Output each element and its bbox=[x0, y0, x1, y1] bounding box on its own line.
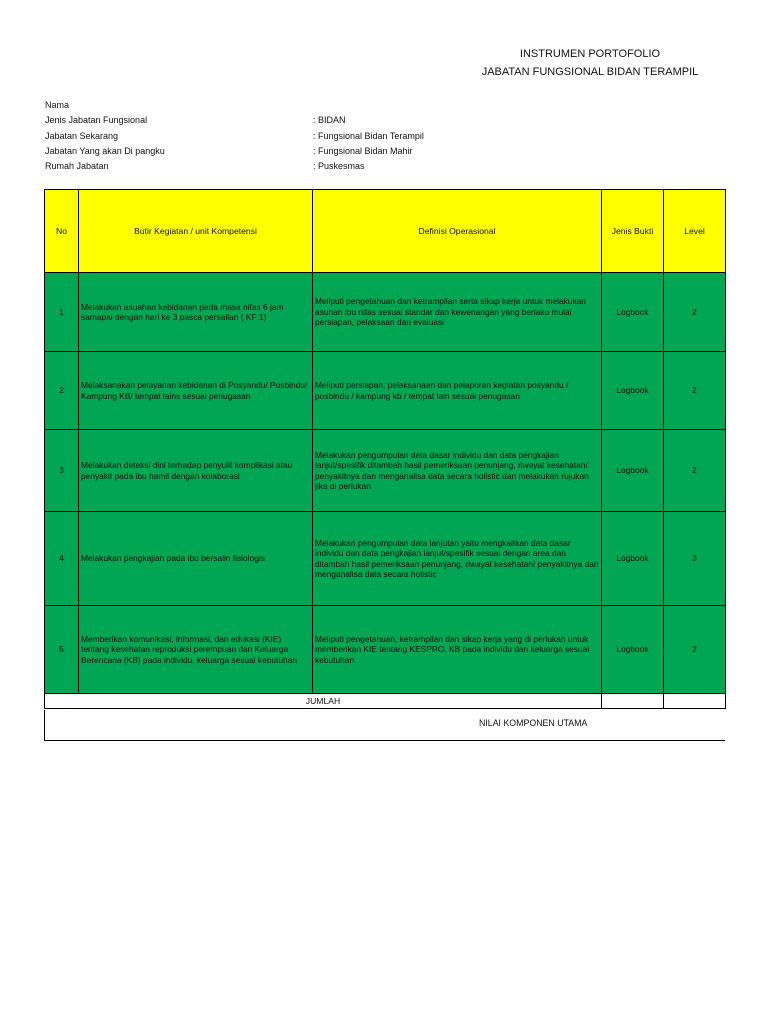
info-row-jenis-jabatan bbox=[45, 113, 424, 128]
info-label: Nama bbox=[45, 100, 70, 110]
table-row bbox=[45, 430, 726, 512]
table-row bbox=[45, 352, 726, 430]
cell-definisi: Melakukan pengumpulan data lanjutan yaitu mengkaitkan data dasar individu dan data pengkajian lanjut/spesifik sesuai dengan area dan ditambah hasil pemeriksaan penunjang, riwayat kesehatan/ penyakitnya dan menganalisa data secara holistic bbox=[313, 512, 602, 606]
column-header-no: No bbox=[45, 190, 79, 273]
jumlah-row bbox=[45, 694, 726, 709]
jumlah-level-cell bbox=[664, 694, 726, 709]
nilai-komponen-label: NILAI KOMPONEN UTAMA bbox=[479, 718, 588, 728]
cell-butir: Melaksanakan pelayanan kebidanan di Posyandu/ Posbindu/ Kampung KB/ tempat lains sesuai penugasan bbox=[79, 352, 313, 430]
cell-definisi: Melakukan pengumpulan data dasar individu dan data pengkajian lanjut/spesifik ditambah hasil pemeriksaan penunjang, riwayat kesehatan/ penyakitnya dan menganalisa data secara holistic dan melakukan rujukan jika di perlukan bbox=[313, 430, 602, 512]
table-row bbox=[45, 606, 726, 694]
identity-info bbox=[45, 98, 424, 174]
info-label: Jabatan Sekarang bbox=[45, 130, 119, 141]
cell-no: 4 bbox=[45, 512, 79, 606]
info-label: Jabatan Yang akan Di pangku bbox=[45, 145, 165, 156]
info-value: : Fungsional Bidan Mahir bbox=[313, 145, 413, 156]
cell-no: 1 bbox=[45, 273, 79, 352]
document-subtitle: JABATAN FUNGSIONAL BIDAN TERAMPIL bbox=[481, 66, 699, 78]
cell-no: 2 bbox=[45, 352, 79, 430]
cell-butir: Melakukan pengkajian pada ibu bersalin fisiologis bbox=[79, 512, 313, 606]
cell-level: 2 bbox=[664, 430, 726, 512]
info-value: : BIDAN bbox=[313, 115, 346, 126]
cell-definisi: Meliputi persiapan, pelaksanaan dan pelaporan kegiatan posyandu / posbindu / kampung kb / tempat lain sesuai penugasan bbox=[313, 352, 602, 430]
info-label: Jenis Jabatan Fungsional bbox=[45, 115, 148, 126]
cell-bukti: Logbook bbox=[602, 352, 664, 430]
info-row-jabatan-dipangku bbox=[45, 144, 424, 159]
cell-bukti: Logbook bbox=[602, 606, 664, 694]
table-row bbox=[45, 512, 726, 606]
info-value: : Puskesmas bbox=[313, 161, 365, 172]
cell-butir: Memberikan komunikasi, informasi, dan edukasi (KIE) tentang kesehatan reproduksi perempuan dan Keluarga Berencana (KB) pada individu, keluarga sesuai kebutuhan bbox=[79, 606, 313, 694]
info-label: Rumah Jabatan bbox=[45, 161, 109, 172]
jumlah-bukti-cell bbox=[602, 694, 664, 709]
cell-level: 2 bbox=[664, 606, 726, 694]
cell-definisi: Meliputi pengetahuan, ketrampilan dan sikap kerja yang di perlukan untuk memberikan KIE tentang KESPRO, KB pada individu dan keluarga sesuai kebutuhan bbox=[313, 606, 602, 694]
cell-bukti: Logbook bbox=[602, 512, 664, 606]
portfolio-table bbox=[44, 189, 726, 709]
cell-no: 3 bbox=[45, 430, 79, 512]
table-row bbox=[45, 273, 726, 352]
info-value: : Fungsional Bidan Terampil bbox=[313, 130, 424, 141]
column-header-bukti: Jenis Bukti bbox=[602, 190, 664, 273]
info-row-nama bbox=[45, 98, 424, 113]
jumlah-label: JUMLAH bbox=[45, 694, 602, 709]
cell-no: 5 bbox=[45, 606, 79, 694]
nilai-komponen-box bbox=[44, 710, 725, 741]
cell-level: 3 bbox=[664, 512, 726, 606]
document-title: INSTRUMEN PORTOFOLIO bbox=[519, 48, 661, 60]
column-header-butir: Butir Kegiatan / unit Kompetensi bbox=[79, 190, 313, 273]
cell-definisi: Meliputi pengetahuan dan ketrampilan serta sikap kerja untuk melakukan asuhan ibu nifas sesuai standar dan kewenangan yang berlaku mulai persiapan, pelaksaan dan evaluasi bbox=[313, 273, 602, 352]
table-header-row bbox=[45, 190, 726, 273]
cell-butir: Melakukan deteksi dini terhadap penyulit komplikasi atau penyakit pada ibu hamil dengan kolaborasi bbox=[79, 430, 313, 512]
info-row-jabatan-sekarang bbox=[45, 129, 424, 144]
cell-bukti: Logbook bbox=[602, 430, 664, 512]
info-row-rumah-jabatan bbox=[45, 159, 424, 174]
cell-butir: Melakukan asuahan kebidanan pada masa nifas 6 jam samapai dengan hari ke 3 pasca persalian ( KF 1) bbox=[79, 273, 313, 352]
column-header-level: Level bbox=[664, 190, 726, 273]
cell-bukti: Logbook bbox=[602, 273, 664, 352]
cell-level: 2 bbox=[664, 273, 726, 352]
cell-level: 2 bbox=[664, 352, 726, 430]
column-header-definisi: Definisi Operasional bbox=[313, 190, 602, 273]
